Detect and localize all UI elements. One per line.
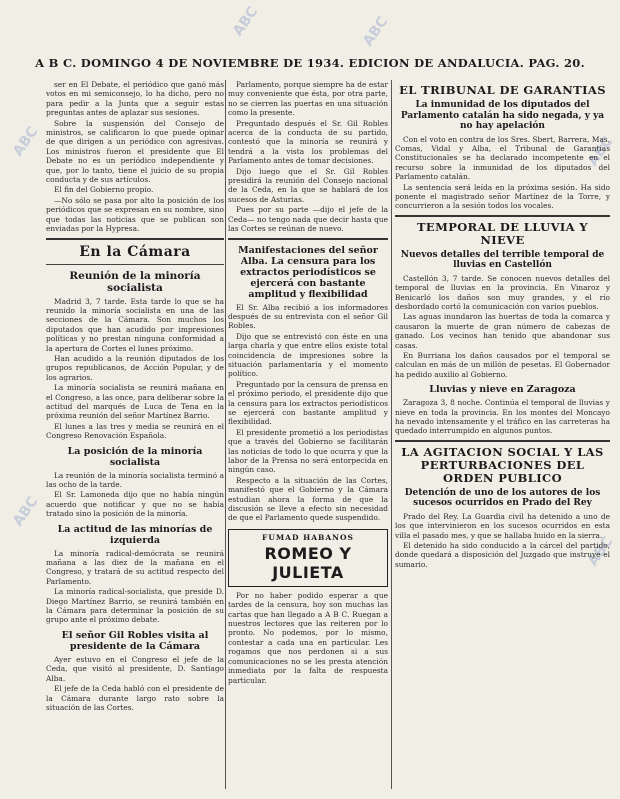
- paragraph: El Sr. Lamoneda dijo que no había ningún acuerdo que notificar y que no se había tratado sino la posición de la minoría.: [46, 490, 224, 519]
- watermark-abc: ABC: [230, 3, 262, 40]
- paragraph: El presidente prometió a los periodistas que a través del Gobierno se facilitarán las noticias de todo lo que ocurra y que la labor de la Prensa no será entorpecida en ningún caso.: [228, 427, 388, 475]
- article-subtitle: Detención de uno de los autores de los sucesos ocurridos en Prado del Rey: [404, 487, 601, 509]
- watermark-abc: ABC: [10, 123, 42, 160]
- article-title: La posición de la minoría socialista: [67, 445, 203, 468]
- section-title: En la Cámara: [79, 243, 191, 260]
- paragraph: Zaragoza 3, 8 noche. Continúa el temporal de lluvias y nieve en toda la provincia. En los montes del Moncayo ha nevado intensamente y el tráfico en las carreteras ha quedado interrumpido en algunos puntos.: [395, 398, 610, 436]
- divider: [395, 440, 610, 442]
- column-1: [46, 80, 224, 791]
- column-3: [395, 80, 610, 791]
- watermark-abc: ABC: [10, 493, 42, 530]
- article-title: Reunión de la minoría socialista: [69, 269, 201, 294]
- divider: [395, 215, 610, 217]
- paragraph: Las aguas inundaron las huertas de toda la comarca y causaron la muerte de gran número de cabezas de ganado. Los vecinos han tenido que abandonar sus casas.: [395, 312, 610, 350]
- paragraph: Con el voto en contra de los Sres. Sbert, Barrera, Mas, Comas, Vidal y Alba, el Tribunal de Garantías Constitucionales se ha declarado incompetente en el recurso sobre la inmunidad de los diputados del Parlamento catalán.: [395, 134, 610, 182]
- paragraph: Madrid 3, 7 tarde. Esta tarde lo que se ha reunido la minoría socialista en una de las secciones de la Cámara. Son muchos los diputados que han acudido por impresiones políticas y no prestan ninguna conformidad a la apertura de Cortes el lunes próximo.: [46, 296, 224, 353]
- divider: [46, 238, 224, 240]
- paragraph: Por no haber podido esperar a que tardes de la censura, hoy son muchas las cartas que han llegado a A B C. Ruegan a nuestros lectores que las reiteren por lo pronto. No podemos, por lo mismo, contestar a cada una en particular. Les rogamos que nos perdonen si a sus comunicaciones no se les presta atención inmediata por la falta de respuesta particular.: [228, 590, 388, 685]
- paragraph: Parlamento, porque siempre ha de estar muy conveniente que ésta, por otra parte, no se cierren las puertas en una situación como la presente.: [228, 80, 388, 118]
- divider: [46, 264, 224, 265]
- column-divider: [391, 80, 392, 789]
- watermark-abc: ABC: [585, 533, 617, 570]
- paragraph: La reunión de la minoría socialista terminó a las ocho de la tarde.: [46, 470, 224, 489]
- article-title: LA AGITACION SOCIAL Y LAS PERTURBACIONES DEL ORDEN PUBLICO: [401, 444, 604, 485]
- watermark-abc: ABC: [360, 13, 392, 50]
- paragraph: La minoría radical-socialista, que preside D. Diego Martínez Barrio, se reunirá también en la Cámara para determinar la posición de su grupo ante el próximo debate.: [46, 587, 224, 625]
- paragraph: Respecto a la situación de las Cortes, manifestó que el Gobierno y la Cámara estudian ahora la forma de que la discusión se lleve a efecto sin necesidad de que el Parlamento quede suspendido.: [228, 475, 388, 523]
- paragraph: Dijo luego que el Sr. Gil Robles presidirá la reunión del Consejo nacional de la Ceda, en la que se hablará de los sucesos de Asturias.: [228, 166, 388, 204]
- paragraph: Preguntado después el Sr. Gil Robles acerca de la conducta de su partido, contestó que la minoría se reunirá y tendrá a la vista los problemas del Parlamento antes de tomar decisiones.: [228, 118, 388, 166]
- paragraph: La minoría radical-demócrata se reunirá mañana a las diez de la mañana en el Congreso, y tratará de su actitud respecto del Parlamento.: [46, 548, 224, 586]
- paragraph: Ayer estuvo en el Congreso el jefe de la Ceda, que visitó al presidente, D. Santiago Alba.: [46, 654, 224, 683]
- paragraph: El lunes a las tres y media se reunirá en el Congreso Renovación Española.: [46, 421, 224, 441]
- paragraph: Prado del Rey. La Guardia civil ha detenido a uno de los que intervinieron en los sucesos ocurridos en esta villa el pasado mes, y que se hallaba huido en la sierra.: [395, 511, 610, 540]
- watermark-abc: ABC: [585, 133, 617, 170]
- paragraph: La sentencia será leída en la próxima sesión. Ha sido ponente el magistrado señor Martínez de la Torre, y concurrieron a la sesión todos los vocales.: [395, 182, 610, 211]
- article-title: La actitud de las minorías de izquierda: [57, 523, 213, 546]
- advertisement-box: [228, 529, 388, 587]
- paragraph: El Sr. Alba recibió a los informadores después de su entrevista con el señor Gil Robles.: [228, 302, 388, 331]
- article-subtitle: Nuevos detalles del terrible temporal de lluvias en Castellón: [400, 249, 605, 271]
- paragraph: Han acudido a la reunión diputados de los grupos republicanos, de Acción Popular, y de los agrarios.: [46, 353, 224, 382]
- paragraph: El detenido ha sido conducido a la cárcel del partido, donde quedará a disposición del Juzgado que instruye el sumario.: [395, 541, 610, 569]
- article-title: EL TRIBUNAL DE GARANTIAS: [399, 83, 606, 97]
- paragraph: Sobre la suspensión del Consejo de ministros, se calificaron lo que puede opinar de que dirigen a un periódico con agresivas. Los ministros fueron el presidente que El Debate no es un periódico independiente y que, por lo tanto, tiene el juicio de su propia conducta y de sus artículos.: [46, 118, 224, 185]
- paragraph: Dijo que se entrevistó con éste en una larga charla y que entre ellos existe total coincidencia de impresiones sobre la situación parlamentaria y el momento político.: [228, 331, 388, 379]
- page-header: A B C. DOMINGO 4 DE NOVIEMBRE DE 1934. EDICION DE ANDALUCIA. PAG. 20.: [35, 56, 585, 70]
- ad-line-big: ROMEO Y JULIETA: [264, 543, 352, 582]
- paragraph: La minoría socialista se reunirá mañana en el Congreso, a las once, para deliberar sobre la actitud del marqués de Luca de Tena en la próxima reunión del señor Martínez Barrio.: [46, 383, 224, 421]
- article-subtitle: La inmunidad de los diputados del Parlamento catalán ha sido negada, y ya no hay apelación: [400, 100, 605, 131]
- article-title: Lluvias y nieve en Zaragoza: [429, 384, 576, 396]
- article-title: TEMPORAL DE LLUVIA Y NIEVE: [416, 219, 589, 247]
- paragraph: El jefe de la Ceda habló con el presidente de la Cámara durante largo rato sobre la situación de las Cortes.: [46, 684, 224, 712]
- column-divider: [225, 80, 226, 789]
- paragraph: Castellón 3, 7 tarde. Se conocen nuevos detalles del temporal de lluvias en la provincia. En Vinaroz y Benicarló los daños son muy grandes, y el río desbordado cortó la comunicación con varios pueblos.: [395, 273, 610, 311]
- article-title: Manifestaciones del señor Alba. La censura para los extractos periodísticos se ejercerá con bastante amplitud y flexibilidad: [238, 244, 378, 300]
- paragraph: En Burriana los daños causados por el temporal se calculan en más de un millón de pesetas. El Gobernador ha pedido auxilio al Gobierno.: [395, 351, 610, 379]
- divider: [228, 238, 388, 240]
- paragraph: El fin del Gobierno propio.: [54, 185, 154, 195]
- ad-line-small: FUMAD HABANOS: [262, 532, 354, 542]
- paragraph: Pues por su parte —dijo el jefe de la Ceda— no tengo nada que decir hasta que las Cortes se reúnan de nuevo.: [228, 205, 388, 234]
- paragraph: Preguntado por la censura de prensa en el próximo periodo, el presidente dijo que la censura para los extractos periodísticos se ejercerá con bastante amplitud y flexibilidad.: [228, 379, 388, 427]
- article-title: El señor Gil Robles visita al presidente de la Cámara: [61, 629, 209, 652]
- column-2: [228, 80, 388, 791]
- paragraph: ser en El Debate, el periódico que ganó más votos en mi semiconsejo, lo ha dicho, pero no para pedir a la Junta que a seguir estas preguntas antes de aplazar sus sesiones.: [46, 80, 224, 118]
- paragraph: —No sólo se pasa por alto la posición de los periódicos que se expresan en su nombre, sino que todas las noticias que se publican son enviadas por la Hypresa.: [46, 195, 224, 234]
